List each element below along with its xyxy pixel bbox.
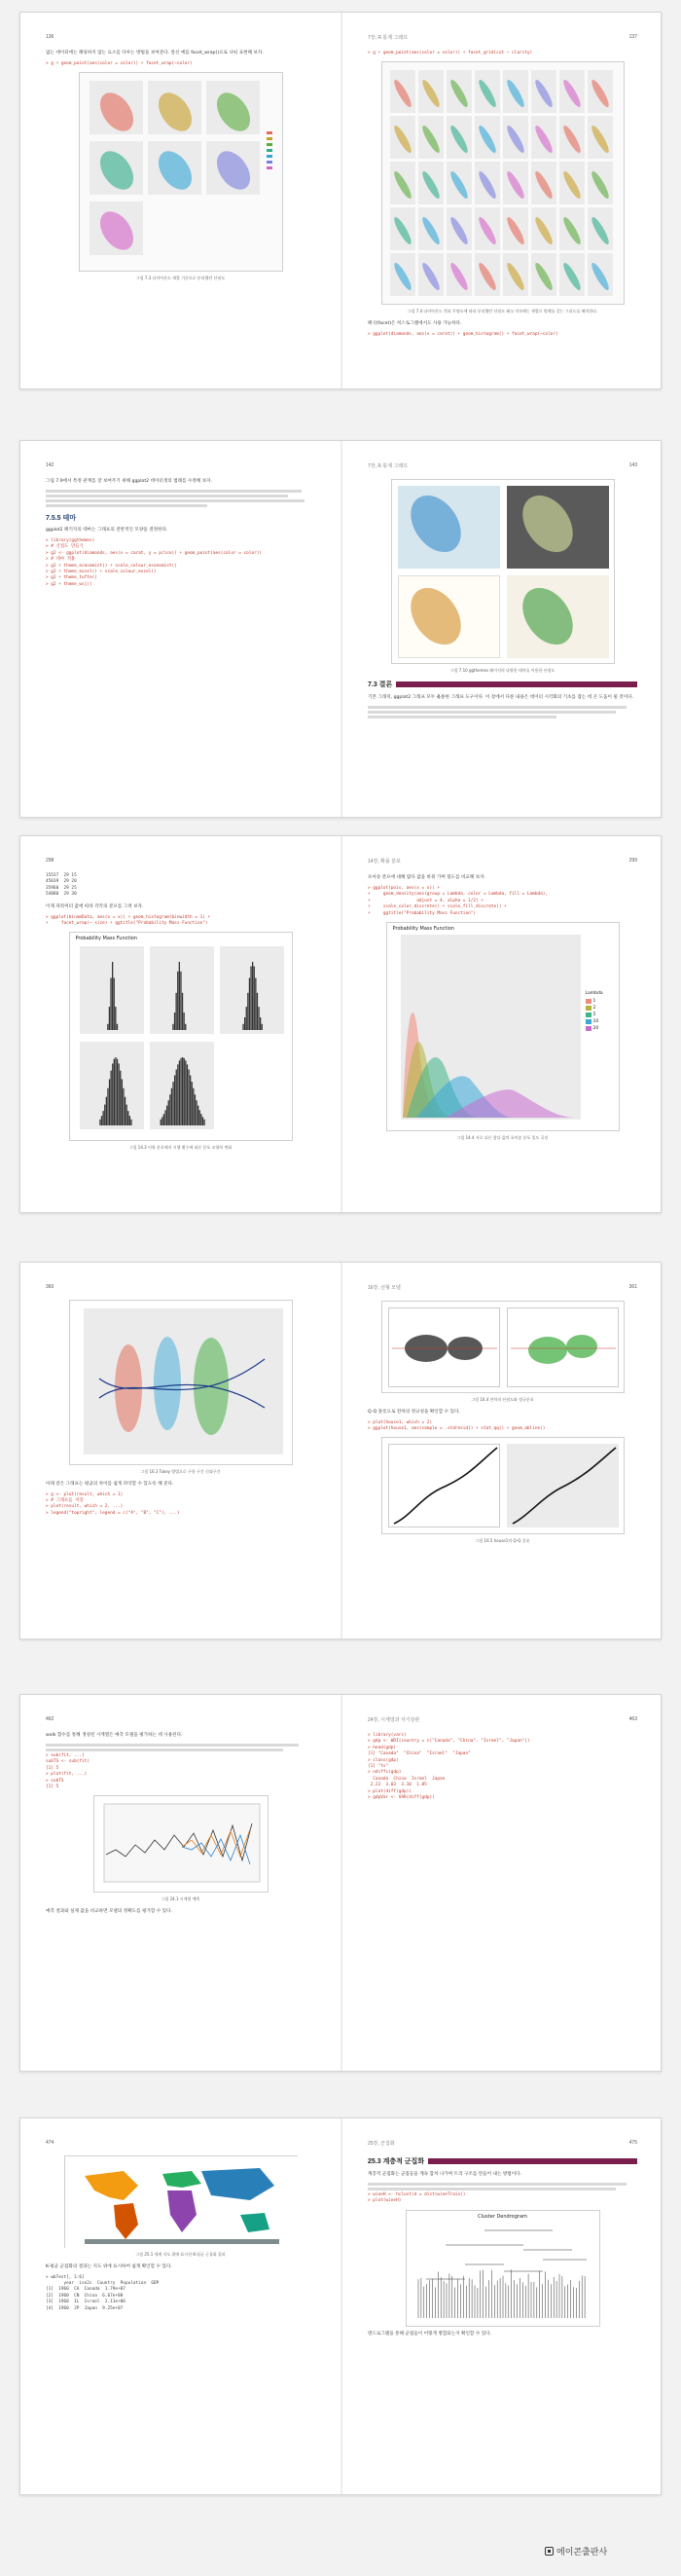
body-text: 기본 그래픽, ggplot2 그래프 모두 훌륭한 그래프 도구이다. 이 장에서 다룬 내용은 데이터 시각화의 기초를 잡는 데 큰 도움이 될 것이다.	[368, 694, 634, 700]
text-line	[46, 495, 288, 497]
tukey-figure	[69, 1300, 293, 1465]
histogram-bar	[124, 1097, 125, 1125]
histogram-bar	[130, 1120, 131, 1125]
page-header	[368, 462, 637, 469]
histogram-bar	[175, 1070, 176, 1125]
histogram-bar	[250, 967, 251, 1030]
theme-scatter-points	[392, 480, 616, 665]
histogram-bar	[105, 1097, 106, 1125]
figure-caption: 그림 25.1 세계 지도 위에 표시한 K-평균 군집화 결과	[135, 2252, 226, 2257]
code-block: > wineH <- hclust(d = dist(wineTrain)) > plot(wineH)	[368, 2192, 466, 2204]
code-block: > ggplot(diamonds, aes(x = carat)) + geom_histogram() + facet_wrap(~color)	[368, 332, 558, 337]
legend-swatch	[267, 149, 272, 152]
histogram-bar	[178, 962, 179, 1030]
histogram-bar	[196, 1101, 197, 1126]
figure-caption: 그림 16.3 Tukey 방법으로 구한 구간 신뢰구간	[140, 1469, 221, 1474]
histogram-bar	[260, 1017, 261, 1030]
body-text: 그림 7.9에서 특정 관계를 잘 보여주기 위해 ggplot2 데이터셋의 범례를 수정해 보자.	[46, 479, 213, 484]
qq-figure	[381, 1437, 625, 1534]
left-page	[20, 441, 340, 817]
page-header	[368, 1284, 637, 1291]
histogram-bar	[244, 1017, 245, 1030]
histogram-bar	[115, 1057, 116, 1125]
text-line	[46, 490, 302, 493]
facet-grid-figure	[381, 61, 625, 305]
histogram-bar	[261, 1024, 262, 1030]
histogram-bar	[115, 1008, 116, 1031]
code-block: > library(vars) > gdp <- WDI(country = c("Canada", "China", "Israel", "Japan")) > head(gdp) [1] "Canada" "China" "Israel" "Japan" > class(gdp) [1] "ts" > ndiffs(gdp) Canada China Israel Japan 2.23 3.03 3.10 1.85 > plot(diff(gdp)) > gdpVar <- VAR(diff(gdp))	[368, 1733, 530, 1801]
left-page	[20, 836, 340, 1212]
figure-caption: 그림 7.4 다이아몬드 컷과 투명도에 따라 분리했던 산점도 패싯 격자에는 색깔로 범례를 갖는 그리드를 배치한다.	[407, 309, 598, 314]
page-header	[46, 858, 315, 864]
page-header	[368, 34, 637, 41]
histogram-bar	[99, 1120, 100, 1125]
histogram-bar	[258, 1008, 259, 1031]
figure-caption: 그림 16.5 house1의 Q-Q 플롯	[475, 1538, 530, 1544]
text-line	[368, 716, 556, 718]
legend-item	[586, 1006, 599, 1011]
legend-swatch	[586, 999, 591, 1004]
legend-swatch	[267, 166, 272, 169]
figure-caption: 그림 7.10 ggthemes 패키지의 다양한 테마를 이용한 산점도	[449, 668, 556, 673]
histogram-bar	[172, 1024, 173, 1030]
histogram-bar	[161, 1118, 162, 1126]
histogram-bar	[169, 1095, 170, 1126]
right-page	[342, 1695, 663, 2071]
histogram-bar	[116, 1024, 117, 1030]
book-spread-2	[19, 440, 662, 818]
body-text: 아래 같은 그래프는 평균의 차이를 쉽게 파악할 수 있도록 해 준다.	[46, 1481, 174, 1487]
left-page	[20, 13, 340, 388]
chapter-header: 24장, 시계열과 자기상관	[368, 1717, 420, 1723]
code-block: > g <- plot(result, which = 1) > # 그래프를 저장 > plot(result, which = 2, ...) > legend("topright", legend = c("A", "B", "C"), ...)	[46, 1491, 180, 1516]
histogram-bar	[116, 1059, 117, 1125]
histogram-bar	[245, 1008, 246, 1031]
histogram-bar	[180, 1058, 181, 1125]
histogram-bar	[177, 972, 178, 1030]
histogram-bar	[247, 993, 248, 1030]
histogram-bar	[182, 1057, 183, 1125]
code-block: > ggplot(binomData, aes(x = x)) + geom_histogram(binwidth = 1) + + facet_wrap(~ size) + ggtitle("Probability Mass Function")	[46, 914, 211, 927]
poisson-density-figure	[386, 922, 620, 1131]
text-line	[46, 1744, 299, 1747]
code-block: > sub(fit, ...) subTS <- sub(fit) [1] 5 > plot(fit, ...) > subTS [1] 5	[46, 1753, 90, 1790]
histogram-bar	[256, 993, 257, 1030]
dendrogram	[407, 2211, 601, 2328]
legend-item	[586, 1019, 599, 1024]
histogram-bar	[190, 1076, 191, 1125]
world-map	[65, 2156, 299, 2249]
binomial-pmf-figure	[69, 932, 293, 1141]
book-spread-4	[19, 1262, 662, 1639]
book-spread-1	[19, 12, 662, 389]
legend-label: 5	[592, 1012, 596, 1018]
histogram-bar	[123, 1088, 124, 1125]
page-number: 299	[628, 858, 637, 864]
scatter-points	[80, 73, 284, 273]
world-map-figure	[64, 2155, 298, 2248]
histogram-bar	[127, 1112, 128, 1126]
histogram-bar	[177, 1065, 178, 1126]
chapter-header: 25장, 군집화	[368, 2141, 395, 2147]
histogram-bar	[183, 1058, 184, 1125]
page-header	[368, 1716, 637, 1723]
text-line	[46, 504, 207, 507]
code-block: > ggplot(pois, aes(x = x)) + + geom_density(aes(group = Lambda, color = Lambda, fill = Lambda), + adjust = 4, alpha = 1/2) + + scale_color_discrete() + scale_fill_discrete() + + ggtitle("Probability Mass Function")	[368, 886, 549, 916]
section-heading-bar	[368, 2156, 637, 2166]
histogram-bar	[170, 1088, 171, 1125]
legend-swatch	[267, 161, 272, 164]
histogram-bar	[252, 962, 253, 1030]
left-page	[20, 2118, 340, 2494]
body-text: 예측 결과와 실제 값을 비교하면 모델의 정확도를 평가할 수 있다.	[46, 1909, 172, 1915]
histogram-bar	[100, 1117, 101, 1126]
code-block: > g + geom_point(aes(color = color)) + facet_wrap(~color)	[46, 61, 193, 66]
histogram-bar	[160, 1120, 161, 1125]
histogram-bar	[188, 1070, 189, 1125]
binomial-facets	[70, 933, 294, 1142]
residual-figure	[381, 1301, 625, 1393]
histogram-bar	[120, 1071, 121, 1125]
chapter-header: 7장, R 통계 그래프	[368, 463, 408, 469]
right-page	[342, 441, 663, 817]
page-number: 463	[628, 1716, 637, 1722]
section-heading: 7.5.5 테마	[46, 515, 77, 522]
histogram-bar	[113, 1059, 114, 1125]
section-heading-bar	[368, 680, 637, 689]
dendrogram-figure	[406, 2210, 600, 2327]
page-number: 143	[628, 462, 637, 468]
histogram-bar	[255, 978, 256, 1030]
body-text: 이제 파라미터 값에 따라 각각의 분포를 그려 보자.	[46, 903, 144, 909]
right-page	[342, 836, 663, 1212]
body-text: 계층적 군집화는 군집들을 계속 합쳐 나가며 트리 구조를 만들어 내는 방법이다.	[368, 2172, 522, 2177]
figure-caption: 그림 14.4 서로 다른 람다 값의 포아송 분포 밀도 곡선	[456, 1135, 549, 1141]
figure-caption: 그림 14.3 이항 분포에서 시행 횟수에 따른 분포 모양의 변화	[128, 1145, 233, 1151]
histogram-bar	[112, 962, 113, 1030]
page-number: 298	[46, 858, 54, 864]
heading-bar	[428, 2158, 637, 2164]
forecast-figure	[93, 1795, 269, 1893]
histogram-bar	[178, 1061, 179, 1126]
figure-caption: 그림 24.1 시계열 예측	[161, 1896, 200, 1902]
chart-title: Probability Mass Function	[392, 926, 454, 933]
legend	[586, 999, 599, 1033]
histogram-bar	[167, 1101, 168, 1126]
right-page	[342, 1263, 663, 1638]
histogram-bar	[242, 1024, 243, 1030]
page-header	[46, 1284, 315, 1290]
legend-swatch	[586, 1019, 591, 1024]
section-heading: 25.3 계층적 군집화	[368, 2158, 425, 2165]
chart-title: Cluster Dendrogram	[478, 2213, 527, 2220]
text-line	[368, 2183, 627, 2186]
histogram-bar	[198, 1111, 199, 1126]
page-header	[368, 858, 637, 865]
histogram-bar	[102, 1112, 103, 1126]
text-line	[368, 706, 627, 709]
body-text: ggplot2 패키지의 테마는 그래프의 전반적인 모양을 결정한다.	[46, 528, 168, 533]
chapter-header: 14장, 확률 분포	[368, 859, 401, 865]
body-text: 없는 데이터에는 해당하지 않는 요소를 다루는 방법을 보여준다. 앞선 예를 facet_wrap()으로 나눠 표현해 보자.	[46, 51, 264, 55]
facet-grid-plots	[382, 62, 626, 306]
histogram-bar	[185, 1024, 186, 1030]
book-spread-5	[19, 1694, 662, 2072]
code-block: > library(ggthemes) > # 산점도 만들기 > g2 <- ggplot(diamonds, aes(x = carat, y = price)) + geom_point(aes(color = color)) > # 테마 적용 > g2 + theme_economist() + scale_colour_economist() > g2 + theme_excel() + scale_colour_excel() > g2 + theme_tufte() > g2 + theme_wsj()	[46, 538, 263, 587]
page-number: 360	[46, 1284, 54, 1290]
legend-swatch	[586, 1012, 591, 1017]
histogram-bar	[166, 1106, 167, 1125]
code-output: > wbTest[, 1:6] year iso2c Country Population GDP [1] 1960 CA Canada 1.79e+07 [2] 1960 CN China 6.67e+08 [3] 1960 IL Israel 2.11e+06 [4] 1960 JP Japan 9.25e+07	[46, 2274, 160, 2311]
histogram-bar	[200, 1115, 201, 1126]
histogram-bar	[183, 1012, 184, 1030]
code-output: 15537 29 15 45039 29 20 35960 29 25 54880 29 30	[46, 873, 77, 898]
page-number: 361	[628, 1284, 637, 1290]
histogram-bar	[253, 967, 254, 1030]
code-block: > plot(house1, which = 2) > ggplot(house1, aes(sample = .stdresid)) + stat_qq() + geom_abline()	[368, 1419, 546, 1431]
histogram-bar	[104, 1105, 105, 1125]
page-number: 137	[628, 34, 637, 40]
histogram-bar	[175, 993, 176, 1030]
tukey-plot	[70, 1301, 294, 1466]
histogram-bar	[248, 978, 249, 1030]
page-header	[368, 2140, 637, 2147]
publisher-logo	[545, 2545, 607, 2558]
page-header	[46, 1716, 315, 1722]
chart-title: Probability Mass Function	[75, 936, 137, 942]
body-text: K-평균 군집화의 결과는 지도 위에 표시하여 쉽게 확인할 수 있다.	[46, 2263, 172, 2269]
histogram-bar	[112, 1064, 113, 1126]
body-text: 포아송 분포에 대해 람다 값을 바꿔 가며 밀도를 비교해 보자.	[368, 875, 486, 880]
legend-item	[586, 1012, 599, 1017]
section-heading: 7.3 결론	[368, 681, 393, 688]
histogram-bar	[185, 1061, 186, 1126]
heading-bar	[396, 681, 637, 687]
facet-panel	[80, 1042, 144, 1129]
histogram-bar	[128, 1117, 129, 1126]
left-page	[20, 1263, 340, 1638]
book-spread-6	[19, 2117, 662, 2495]
figure-caption: 그림 7.3 다이아몬드 색깔 기준으로 분리했던 산점도	[135, 276, 226, 281]
histogram-bar	[180, 972, 181, 1030]
histogram-bar	[108, 1008, 109, 1031]
figure-caption: 그림 16.4 잔차의 산점도와 정규분포	[471, 1397, 534, 1402]
histogram-bar	[201, 1118, 202, 1126]
legend-item	[586, 1026, 599, 1031]
legend-swatch	[267, 131, 272, 134]
histogram-bar	[110, 1071, 111, 1125]
legend-label: 20	[592, 1026, 599, 1032]
publisher-name: 에이콘출판사	[556, 2547, 608, 2557]
page-header	[46, 2140, 315, 2146]
histogram-bar	[194, 1095, 195, 1126]
legend-swatch	[267, 143, 272, 146]
chapter-header: 16장, 선형 모델	[368, 1285, 401, 1291]
histogram-bar	[113, 978, 114, 1030]
histogram-bar	[118, 1064, 119, 1126]
page-header	[46, 462, 315, 468]
qq-plots	[382, 1438, 626, 1535]
histogram-bar	[193, 1088, 194, 1125]
legend-swatch	[586, 1006, 591, 1011]
legend-label: 2	[592, 1006, 596, 1012]
histogram-bar	[107, 1024, 108, 1030]
faceted-scatter-figure	[79, 72, 283, 272]
legend-title: Lambda	[585, 991, 603, 997]
histogram-bar	[107, 1088, 108, 1125]
legend-swatch	[586, 1026, 591, 1031]
body-text: Q-Q 플롯으로 잔차의 정규성을 확인할 수 있다.	[368, 1409, 460, 1415]
page-number: 136	[46, 34, 54, 40]
histogram-bar	[125, 1105, 126, 1125]
histogram-bar	[203, 1120, 204, 1125]
right-page	[342, 13, 663, 388]
histogram-bar	[121, 1080, 122, 1126]
page-number: 462	[46, 1716, 54, 1722]
legend-swatch	[267, 137, 272, 140]
histogram-bar	[197, 1106, 198, 1125]
histogram-bar	[110, 978, 111, 1030]
text-line	[46, 499, 305, 502]
text-line	[368, 2188, 616, 2190]
right-page	[342, 2118, 663, 2494]
code-block: > g + geom_point(aes(color = color)) + facet_grid(cut ~ clarity)	[368, 51, 533, 55]
forecast-lines	[94, 1796, 269, 1894]
text-line	[368, 711, 616, 714]
page-number: 142	[46, 462, 54, 468]
page-number: 475	[628, 2140, 637, 2146]
text-line	[46, 1748, 283, 1751]
left-page	[20, 1695, 340, 2071]
histogram-bar	[191, 1083, 192, 1126]
histogram-bar	[181, 993, 182, 1030]
legend-item	[586, 999, 599, 1004]
residual-plots	[382, 1302, 626, 1394]
histogram-bar	[174, 1076, 175, 1125]
histogram-bar	[172, 1083, 173, 1126]
histogram-bar	[162, 1115, 163, 1126]
legend-swatch	[267, 155, 272, 158]
histogram-bar	[173, 1012, 174, 1030]
histogram-bar	[164, 1111, 165, 1126]
body-text: 덴드로그램을 통해 군집들이 어떻게 병합되는지 확인할 수 있다.	[368, 2331, 492, 2337]
page-number: 474	[46, 2140, 54, 2146]
publisher-logo-icon	[545, 2547, 554, 2556]
legend-label: 1	[592, 999, 596, 1005]
book-spread-3	[19, 835, 662, 1213]
body-text: walk 함수를 통해 생성된 시계열은 예측 모델을 평가하는 데 사용된다.	[46, 1733, 183, 1738]
page-header	[46, 34, 315, 40]
body-text: 패싯(facet)은 히스토그램에서도 사용 가능하다.	[368, 321, 462, 326]
legend-label: 10	[592, 1019, 599, 1025]
chapter-header: 7장, R 통계 그래프	[368, 35, 408, 41]
histogram-bar	[108, 1080, 109, 1126]
themes-figure	[391, 479, 615, 664]
histogram-bar	[186, 1065, 187, 1126]
